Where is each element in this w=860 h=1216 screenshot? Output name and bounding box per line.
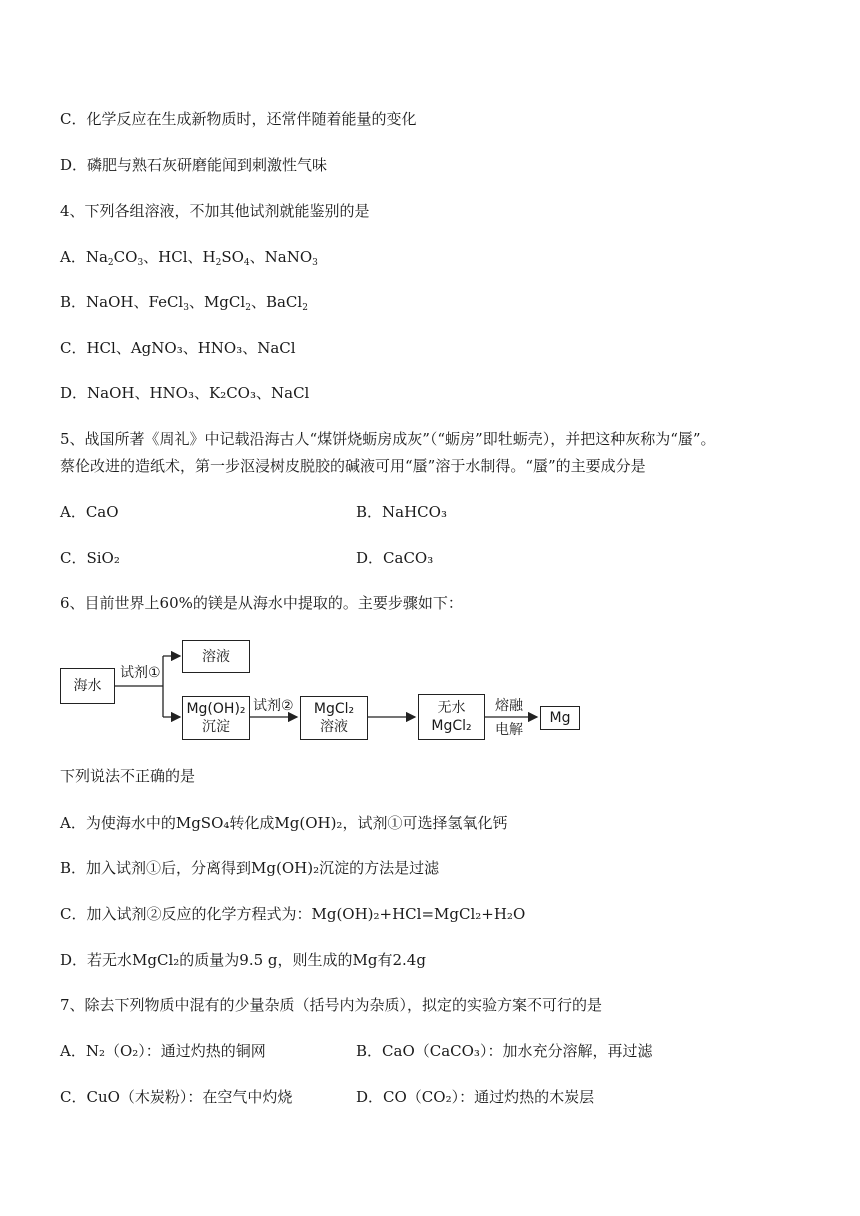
q3-option-c: C．化学反应在生成新物质时，还常伴随着能量的变化 <box>60 110 417 128</box>
melt-label: 熔融 <box>495 698 523 714</box>
electrolysis-label: 电解 <box>495 722 523 738</box>
q5-stem-line1: 5、战国所著《周礼》中记载沿海古人“煤饼烧蛎房成灰”（“蛎房”即牡蛎壳），并把这种灰称为“蜃”。 <box>60 430 716 448</box>
q4-option-c: C．HCl、AgNO₃、HNO₃、NaCl <box>60 339 296 357</box>
q6-question: 下列说法不正确的是 <box>60 767 196 785</box>
anhydrous-label: 无水 <box>437 700 466 716</box>
mgcl2-solution-label: 溶液 <box>320 719 348 735</box>
q6-option-a: A．为使海水中的MgSO₄转化成Mg(OH)₂，试剂①可选择氢氧化钙 <box>60 814 508 832</box>
q7-stem: 7、除去下列物质中混有的少量杂质（括号内为杂质），拟定的实验方案不可行的是 <box>60 996 603 1014</box>
mgoh2-label: Mg(OH)₂ <box>186 701 246 717</box>
q5-stem-line2: 蔡伦改进的造纸术，第一步沤浸树皮脱胶的碱液可用“蜃”溶于水制得。“蜃”的主要成分是 <box>60 457 646 475</box>
q5-option-b: B．NaHCO₃ <box>356 503 447 521</box>
solution-label: 溶液 <box>202 648 230 665</box>
solution-box <box>182 640 250 673</box>
mgcl2-solution-box <box>300 696 368 740</box>
q4-option-d: D．NaOH、HNO₃、K₂CO₃、NaCl <box>60 384 310 402</box>
mg-label: Mg <box>549 710 571 726</box>
q4-option-a: A．$Na_2CO_3$、HCl、$H_2SO_4$、NaNO$_3$ <box>60 248 318 268</box>
anhydrous-mgcl2-label: MgCl₂ <box>431 718 472 734</box>
q7-option-d: D．CO（CO₂）：通过灼热的木炭层 <box>356 1088 595 1106</box>
seawater-box <box>60 668 115 704</box>
q5-option-d: D．CaCO₃ <box>356 549 434 567</box>
q7-option-a: A．N₂（O₂）：通过灼热的铜网 <box>60 1042 266 1060</box>
mg-box <box>540 706 580 730</box>
anhydrous-mgcl2-box <box>418 694 485 740</box>
q4-stem: 4、下列各组溶液，不加其他试剂就能鉴别的是 <box>60 202 370 220</box>
q7-option-c: C．CuO（木炭粉）：在空气中灼烧 <box>60 1088 293 1106</box>
mgoh2-precipitate-box <box>182 696 250 740</box>
q6-stem: 6、目前世界上60%的镁是从海水中提取的。主要步骤如下： <box>60 594 463 612</box>
q6-option-c: C．加入试剂②反应的化学方程式为：Mg(OH)₂+HCl=MgCl₂+H₂O <box>60 905 526 923</box>
precipitate-label: 沉淀 <box>202 719 230 735</box>
mgcl2-label: MgCl₂ <box>313 701 355 717</box>
q3-option-d: D．磷肥与熟石灰研磨能闻到刺激性气味 <box>60 156 328 174</box>
q6-option-b: B．加入试剂①后，分离得到Mg(OH)₂沉淀的方法是过滤 <box>60 859 440 877</box>
q4-option-b: B．NaOH、FeCl$_3$、MgCl$_2$、BaCl$_2$ <box>60 293 308 313</box>
q6-option-d: D．若无水MgCl₂的质量为9.5 g，则生成的Mg有2.4g <box>60 951 426 969</box>
q7-option-b: B．CaO（CaCO₃）：加水充分溶解，再过滤 <box>356 1042 653 1060</box>
q5-option-a: A．CaO <box>60 503 119 521</box>
seawater-label: 海水 <box>73 678 102 694</box>
reagent1-label: 试剂① <box>120 665 161 681</box>
q5-option-c: C．SiO₂ <box>60 549 120 567</box>
reagent2-label: 试剂② <box>253 698 294 714</box>
